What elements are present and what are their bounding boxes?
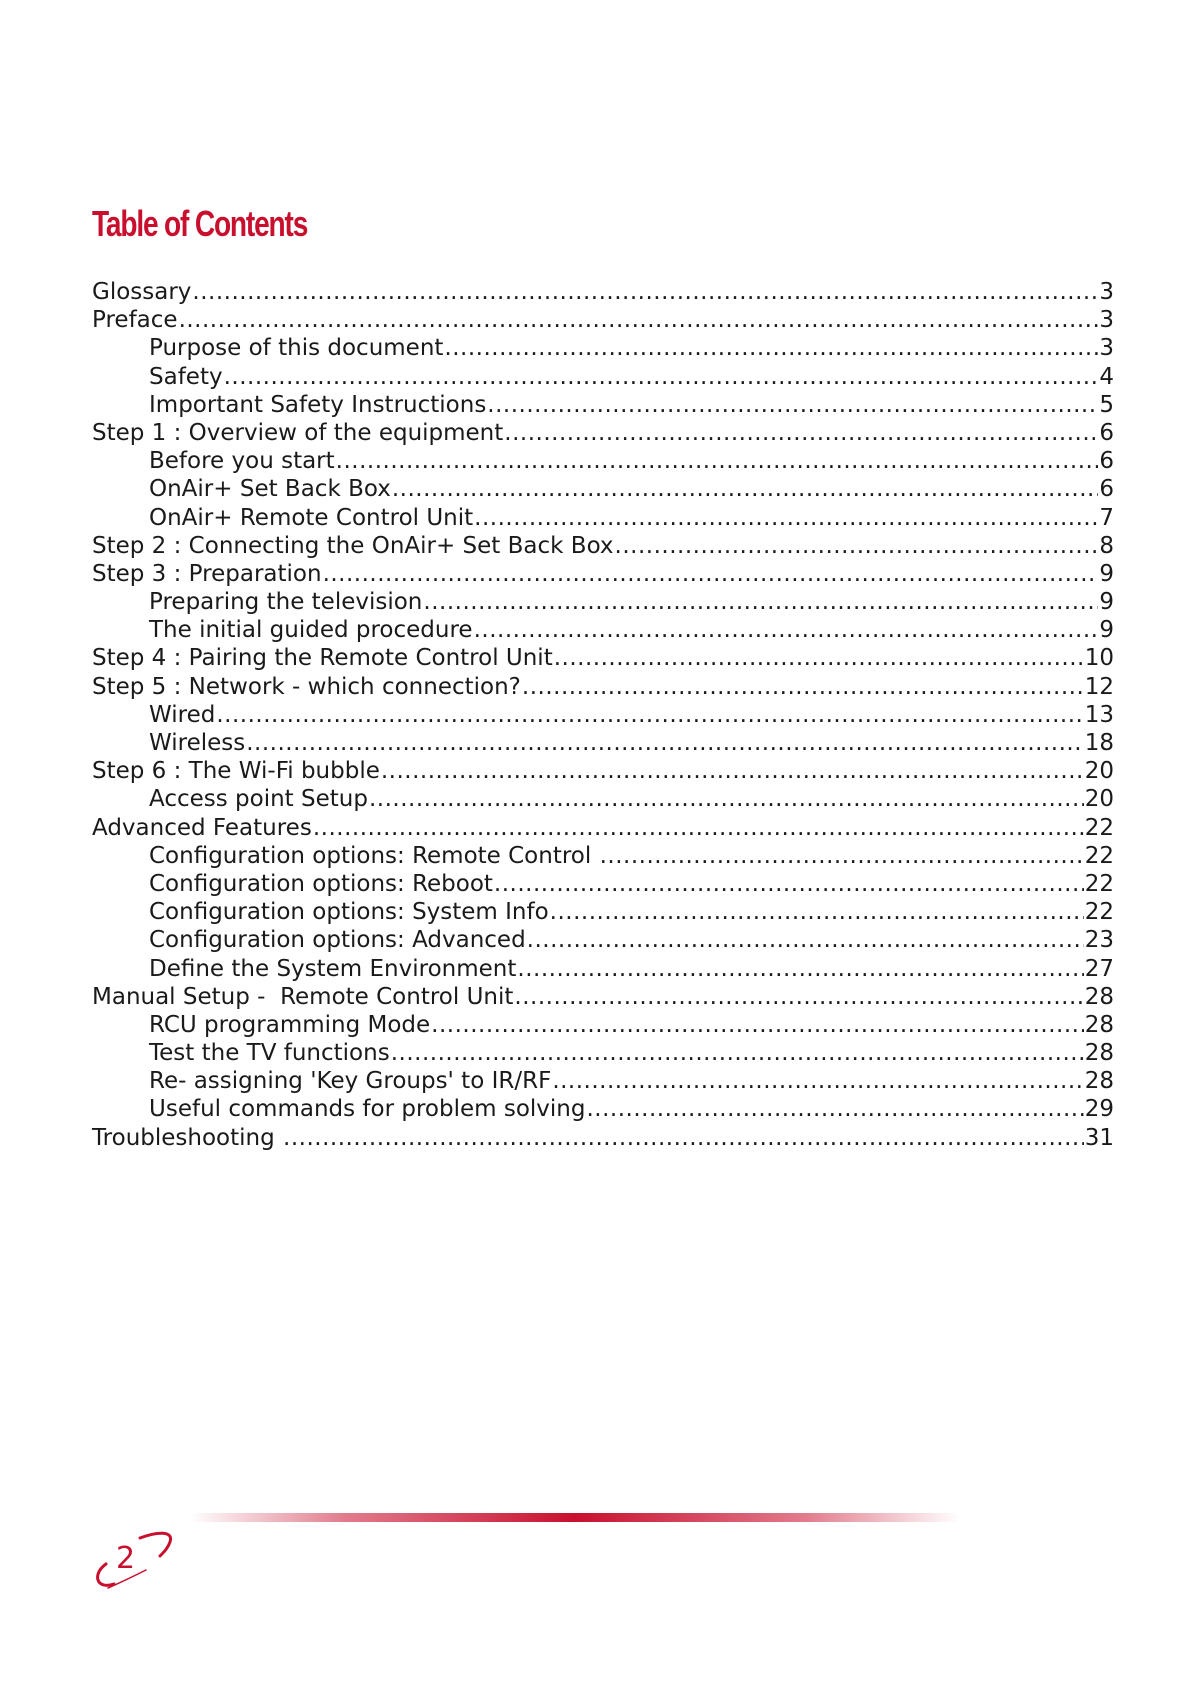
toc-dot-leader [474, 616, 1099, 644]
toc-entry-page: 10 [1084, 645, 1114, 672]
toc-entry-label: Troubleshooting [92, 1124, 283, 1151]
toc-dot-leader [615, 532, 1099, 560]
toc-entry-label: Manual Setup - Remote Control Unit [92, 983, 514, 1010]
toc-entry[interactable] [92, 1011, 1114, 1039]
toc-entry-page: 28 [1084, 1068, 1114, 1095]
toc-dot-leader [179, 306, 1099, 334]
toc-entry-label: Step 5 : Network - which connection? [92, 673, 521, 700]
toc-entry[interactable] [92, 363, 1114, 391]
toc-entry-label: OnAir+ Remote Control Unit [149, 504, 474, 531]
toc-entry[interactable] [92, 447, 1114, 475]
toc-entry-label: Step 6 : The Wi-Fi bubble [92, 758, 380, 785]
toc-entry-page: 13 [1084, 701, 1114, 728]
toc-entry-label: Step 1 : Overview of the equipment [92, 419, 504, 446]
toc-entry-page: 27 [1084, 955, 1114, 982]
toc-entry-page: 3 [1099, 279, 1114, 305]
toc-dot-leader [474, 504, 1098, 532]
toc-entry[interactable] [92, 504, 1114, 532]
toc-entry-page: 22 [1084, 814, 1114, 841]
page-number-badge [94, 1530, 184, 1600]
toc-entry[interactable] [92, 1124, 1114, 1152]
toc-entry-label: Configuration options: Reboot [149, 870, 493, 897]
toc-entry-label: Useful commands for problem solving [149, 1096, 586, 1123]
toc-entry[interactable] [92, 814, 1114, 842]
toc-dot-leader [216, 701, 1083, 729]
toc-entry-page: 8 [1099, 532, 1114, 559]
toc-dot-leader [554, 644, 1084, 672]
toc-entry[interactable] [92, 306, 1114, 334]
toc-dot-leader [391, 1039, 1084, 1067]
toc-entry-page: 22 [1084, 842, 1114, 869]
toc-entry-label: Configuration options: Remote Control [149, 842, 599, 869]
toc-dot-leader [283, 1124, 1084, 1152]
toc-entry[interactable] [92, 334, 1114, 362]
toc-entry-label: Step 3 : Preparation [92, 560, 322, 587]
toc-dot-leader [323, 560, 1099, 588]
footer-divider [190, 1513, 960, 1522]
toc-entry-label: RCU programming Mode [149, 1011, 431, 1038]
toc-entry-label: Wireless [149, 730, 246, 756]
toc-entry[interactable] [92, 278, 1114, 306]
toc-entry-page: 22 [1084, 870, 1114, 897]
toc-entry-label: Important Safety Instructions [149, 391, 487, 418]
toc-entry[interactable] [92, 475, 1114, 503]
toc-entry[interactable] [92, 785, 1114, 813]
toc-entry-label: Step 4 : Pairing the Remote Control Unit [92, 645, 553, 672]
toc-list [92, 278, 1114, 1152]
toc-entry[interactable] [92, 1095, 1114, 1123]
toc-entry[interactable] [92, 391, 1114, 419]
toc-entry[interactable] [92, 588, 1114, 616]
toc-entry[interactable] [92, 560, 1114, 588]
toc-entry-label: Define the System Environment [149, 955, 517, 982]
toc-entry[interactable] [92, 1067, 1114, 1095]
toc-dot-leader [246, 729, 1083, 757]
toc-dot-leader [381, 757, 1084, 785]
toc-entry-page: 22 [1084, 899, 1114, 926]
toc-entry-page: 9 [1099, 617, 1114, 644]
toc-entry[interactable] [92, 729, 1114, 757]
toc-entry[interactable] [92, 983, 1114, 1011]
toc-entry[interactable] [92, 673, 1114, 701]
toc-entry[interactable] [92, 701, 1114, 729]
toc-entry[interactable] [92, 419, 1114, 447]
toc-dot-leader [431, 1011, 1084, 1039]
toc-entry-page: 23 [1084, 927, 1114, 954]
toc-entry-page: 18 [1084, 730, 1114, 756]
toc-entry-page: 3 [1099, 307, 1114, 334]
toc-entry-page: 29 [1084, 1096, 1114, 1123]
toc-entry-page: 20 [1084, 786, 1114, 813]
toc-dot-leader [586, 1095, 1083, 1123]
toc-entry[interactable] [92, 870, 1114, 898]
toc-entry-label: Step 2 : Connecting the OnAir+ Set Back Box [92, 532, 614, 559]
toc-entry-page: 7 [1099, 504, 1114, 531]
toc-entry-page: 28 [1084, 1011, 1114, 1038]
toc-entry-page: 6 [1099, 476, 1114, 503]
toc-dot-leader [552, 1067, 1083, 1095]
page-number: 2 [116, 1541, 136, 1576]
toc-dot-leader [192, 278, 1098, 306]
toc-entry[interactable] [92, 532, 1114, 560]
toc-dot-leader [550, 898, 1084, 926]
toc-entry[interactable] [92, 955, 1114, 983]
toc-entry-page: 9 [1099, 560, 1114, 587]
toc-entry-page: 12 [1084, 673, 1114, 700]
toc-entry-label: Configuration options: Advanced [149, 927, 526, 954]
toc-dot-leader [369, 785, 1084, 813]
toc-entry-page: 6 [1099, 448, 1114, 475]
toc-dot-leader [392, 475, 1099, 503]
toc-entry-page: 4 [1099, 363, 1114, 390]
toc-entry-label: Preface [92, 307, 178, 334]
toc-dot-leader [224, 363, 1099, 391]
toc-entry-label: Before you start [149, 448, 335, 475]
swoosh-icon [94, 1530, 184, 1600]
toc-dot-leader [527, 926, 1084, 954]
toc-entry-page: 28 [1084, 1040, 1114, 1067]
toc-dot-leader [336, 447, 1099, 475]
toc-entry-page: 6 [1099, 419, 1114, 446]
toc-entry-page: 31 [1084, 1124, 1114, 1151]
toc-dot-leader [517, 955, 1083, 983]
toc-entry-label: Re- assigning 'Key Groups' to IR/RF [149, 1068, 552, 1095]
toc-entry-label: Access point Setup [149, 786, 368, 813]
toc-entry[interactable] [92, 644, 1114, 672]
toc-dot-leader [504, 419, 1098, 447]
toc-dot-leader [494, 870, 1084, 898]
toc-entry-label: Wired [149, 701, 216, 728]
toc-entry-label: Test the TV functions [149, 1040, 390, 1067]
toc-entry[interactable] [92, 757, 1114, 785]
toc-dot-leader [600, 842, 1084, 870]
toc-dot-leader [313, 814, 1084, 842]
toc-entry-label: Preparing the television [149, 589, 423, 616]
toc-entry-label: Configuration options: System Info [149, 899, 549, 926]
toc-entry[interactable] [92, 616, 1114, 644]
toc-entry-page: 3 [1099, 335, 1114, 362]
toc-entry-page: 9 [1099, 589, 1114, 616]
toc-entry-label: Advanced Features [92, 814, 312, 841]
toc-entry-label: OnAir+ Set Back Box [149, 476, 391, 503]
toc-entry[interactable] [92, 1039, 1114, 1067]
toc-entry-page: 20 [1084, 758, 1114, 785]
toc-dot-leader [444, 334, 1098, 362]
toc-entry-page: 28 [1084, 983, 1114, 1010]
toc-entry[interactable] [92, 842, 1114, 870]
toc-dot-leader [487, 391, 1098, 419]
toc-entry-label: Safety [149, 363, 223, 390]
page-title: Table of Contents [92, 203, 308, 244]
toc-entry[interactable] [92, 898, 1114, 926]
toc-entry-label: Purpose of this document [149, 335, 444, 362]
toc-entry-page: 5 [1099, 391, 1114, 418]
toc-entry-label: Glossary [92, 279, 192, 305]
toc-dot-leader [423, 588, 1098, 616]
toc-dot-leader [514, 983, 1083, 1011]
toc-dot-leader [522, 673, 1084, 701]
toc-entry-label: The initial guided procedure [149, 617, 473, 644]
toc-entry[interactable] [92, 926, 1114, 954]
